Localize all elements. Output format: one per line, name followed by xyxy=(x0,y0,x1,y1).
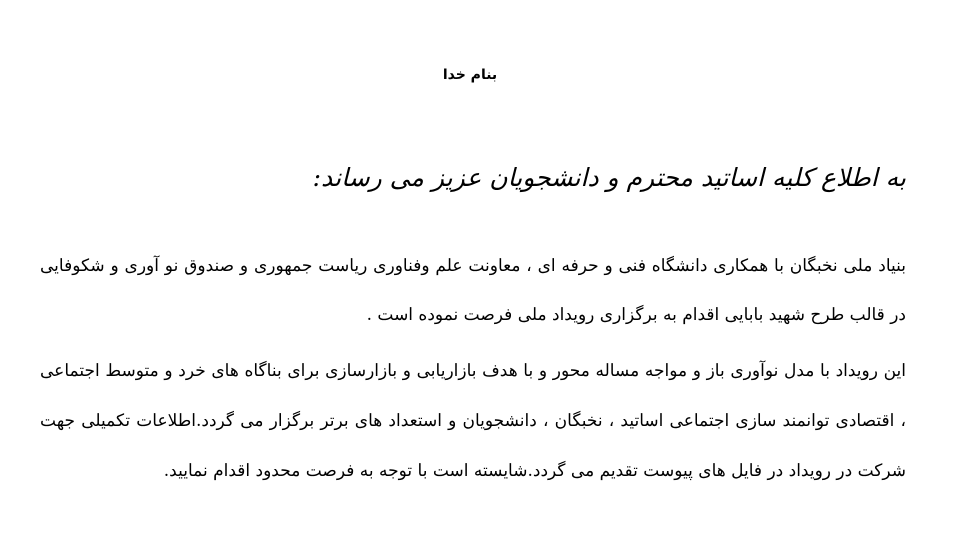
document-heading: بنام خدا xyxy=(442,67,498,83)
salutation-line: به اطلاع کلیه اساتید محترم و دانشجویان عزیز می رساند: xyxy=(312,163,906,192)
paragraph-1: بنیاد ملی نخبگان با همکاری دانشگاه فنی و حرفه ای ، معاونت علم وفناوری ریاست جمهوری و صندوق نو آوری و شکوفایی در قالب طرح شهید بابایی اقدام به برگزاری رویداد ملی فرصت نموده است . xyxy=(40,256,906,325)
paragraph-2: این رویداد با مدل نوآوری باز و مواجه مساله محور و با هدف بازاریابی و بازارسازی برای بناگاه های خرد و متوسط اجتماعی ، اقتصادی توانمند سازی اجتماعی اساتید ، نخبگان ، دانشجویان و استعداد های برتر برگزار می گردد.اطلاعات تکمیلی جهت شرکت در رویداد در فایل های پیوست تقدیم می گردد.شایسته است با توجه به فرصت محدود اقدام نمایید. xyxy=(40,361,906,481)
